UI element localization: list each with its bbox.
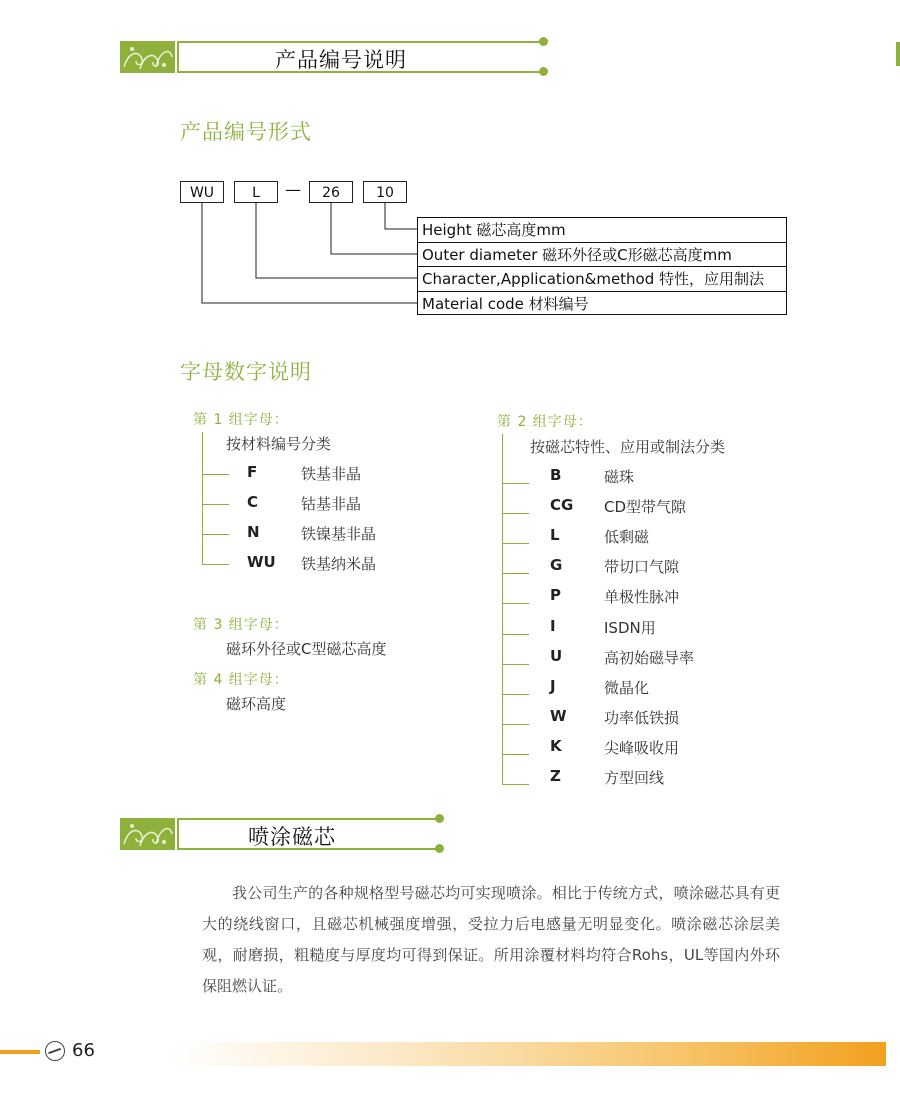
tree-branch bbox=[502, 634, 529, 635]
company-logo-icon bbox=[45, 1041, 65, 1061]
group1-meaning: 铁镍基非晶 bbox=[301, 525, 377, 543]
code-box-character: L bbox=[234, 181, 278, 203]
group1-code: WU bbox=[247, 553, 276, 571]
group2-meaning: 磁珠 bbox=[604, 468, 635, 486]
group2-meaning: 低剩磁 bbox=[604, 528, 650, 546]
group2-meaning: CD型带气隙 bbox=[604, 498, 687, 516]
group2-code: P bbox=[550, 586, 561, 604]
code-box-material: WU bbox=[180, 181, 224, 203]
tree-branch bbox=[202, 534, 229, 535]
spray-divider bbox=[177, 818, 179, 850]
code-box-diameter: 26 bbox=[309, 181, 353, 203]
code-dash: — bbox=[285, 180, 301, 199]
tree-branch bbox=[502, 754, 529, 755]
tree-branch bbox=[502, 784, 529, 785]
group1-meaning: 铁基非晶 bbox=[301, 465, 362, 483]
spray-ornament bbox=[120, 818, 175, 850]
group1-tree-line bbox=[202, 432, 203, 565]
group3-desc: 磁环外径或C型磁芯高度 bbox=[226, 640, 387, 658]
group2-code: I bbox=[550, 617, 556, 635]
table-row-diameter: Outer diameter 磁环外径或C形磁芯高度mm bbox=[418, 243, 786, 268]
group4-desc: 磁环高度 bbox=[226, 695, 287, 713]
group1-meaning: 铁基纳米晶 bbox=[301, 555, 377, 573]
page-title: 产品编号说明 bbox=[275, 48, 407, 72]
tree-branch bbox=[502, 724, 529, 725]
group2-meaning: 尖峰吸收用 bbox=[604, 739, 680, 757]
connector-height bbox=[385, 203, 417, 229]
group2-code: L bbox=[550, 526, 560, 544]
spray-section-title: 喷涂磁芯 bbox=[248, 825, 336, 849]
group1-desc: 按材料编号分类 bbox=[226, 435, 332, 453]
group1-meaning: 钴基非晶 bbox=[301, 495, 362, 513]
group2-meaning: 单极性脉冲 bbox=[604, 588, 680, 606]
group1-code: C bbox=[247, 493, 259, 511]
swirl-ornament-icon bbox=[120, 818, 175, 850]
group2-label: 第 2 组字母： bbox=[497, 414, 593, 430]
group2-code: U bbox=[550, 647, 563, 665]
group4-label: 第 4 组字母： bbox=[193, 672, 289, 688]
table-row-character: Character,Application&method 特性，应用制法 bbox=[418, 267, 786, 292]
group1-code: F bbox=[247, 463, 258, 481]
spray-line-top bbox=[177, 818, 439, 820]
tree-branch bbox=[502, 694, 529, 695]
group2-code: B bbox=[550, 466, 562, 484]
group2-code: Z bbox=[550, 767, 561, 785]
tree-branch bbox=[502, 543, 529, 544]
group2-meaning: 功率低铁损 bbox=[604, 709, 680, 727]
tree-branch bbox=[502, 513, 529, 514]
tree-branch bbox=[202, 504, 229, 505]
group1-label: 第 1 组字母： bbox=[193, 412, 289, 428]
group2-meaning: 微晶化 bbox=[604, 679, 650, 697]
footer-accent-bar bbox=[0, 1050, 40, 1054]
table-row-height: Height 磁芯高度mm bbox=[418, 218, 786, 243]
group2-code: J bbox=[550, 677, 556, 695]
group2-code: W bbox=[550, 707, 567, 725]
group2-desc: 按磁芯特性、应用或制法分类 bbox=[530, 438, 726, 456]
code-explanation-table bbox=[417, 217, 787, 315]
group2-code: K bbox=[550, 737, 562, 755]
spray-dot-bottom bbox=[435, 844, 444, 853]
code-box-height: 10 bbox=[363, 181, 407, 203]
tree-branch bbox=[502, 483, 529, 484]
footer-gradient-bar bbox=[170, 1042, 886, 1066]
tree-branch bbox=[202, 564, 229, 565]
tree-branch bbox=[502, 573, 529, 574]
group2-tree-line bbox=[502, 434, 503, 785]
tree-branch bbox=[502, 603, 529, 604]
group2-code: CG bbox=[550, 496, 574, 514]
group3-label: 第 3 组字母： bbox=[193, 617, 289, 633]
tree-branch bbox=[202, 474, 229, 475]
page-number: 66 bbox=[72, 1040, 95, 1061]
group2-code: G bbox=[550, 556, 563, 574]
spray-paragraph: 我公司生产的各种规格型号磁芯均可实现喷涂。相比于传统方式，喷涂磁芯具有更大的绕线窗口，且磁芯机械强度增强，受拉力后电感量无明显变化。喷涂磁芯涂层美观，耐磨损，粗糙度与厚度均可得到保证。所用涂覆材料均符合Rohs，UL等国内外环保阻燃认证。 bbox=[202, 884, 780, 995]
format-section-title: 产品编号形式 bbox=[180, 120, 312, 144]
connector-character bbox=[256, 203, 417, 278]
group2-meaning: 方型回线 bbox=[604, 769, 665, 787]
group2-meaning: ISDN用 bbox=[604, 619, 656, 637]
tree-branch bbox=[502, 664, 529, 665]
group2-meaning: 高初始磁导率 bbox=[604, 649, 695, 667]
group1-code: N bbox=[247, 523, 260, 541]
group2-meaning: 带切口气隙 bbox=[604, 558, 680, 576]
spray-dot-top bbox=[435, 814, 444, 823]
table-row-material: Material code 材料编号 bbox=[422, 294, 589, 313]
letters-section-title: 字母数字说明 bbox=[180, 360, 312, 384]
